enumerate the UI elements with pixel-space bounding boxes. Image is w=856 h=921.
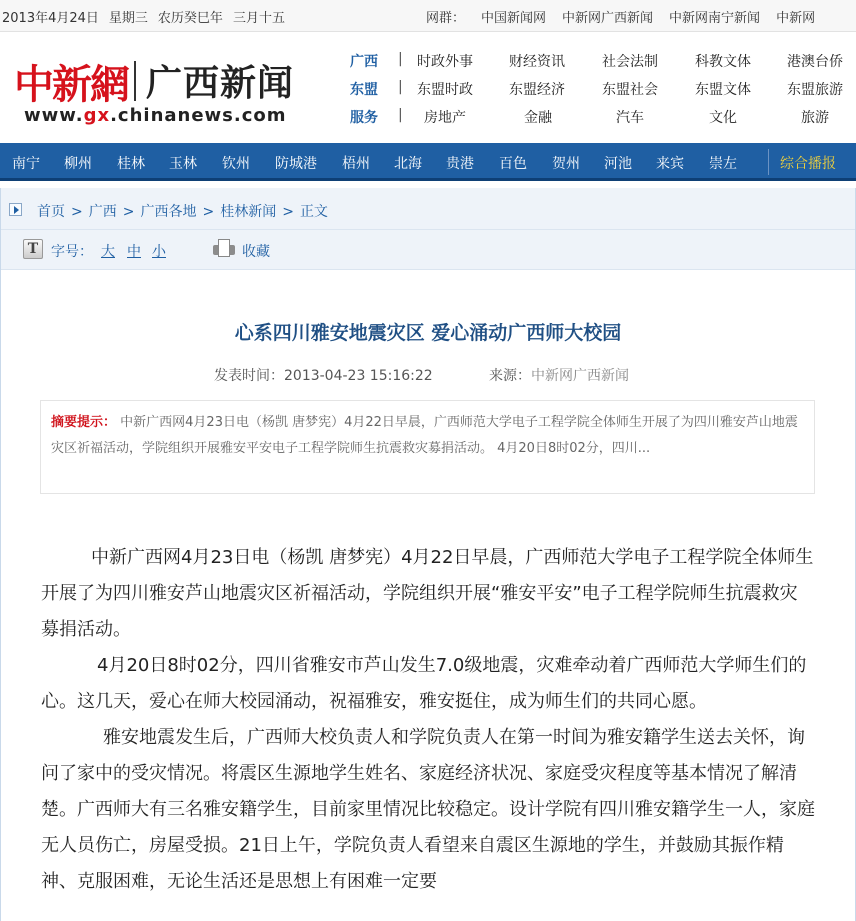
source-value[interactable]: 中新网广西新闻 <box>531 368 629 384</box>
article-paragraph: 4月20日8时02分，四川省雅安市芦山发生7.0级地震，灾难牵动着广西师范大学师生们的心。这几天，爱心在师大校园涌动，祝福雅安，雅安挺住，成为师生们的共同心愿。 <box>41 655 807 712</box>
category-label[interactable]: 服务 <box>350 110 378 126</box>
category-item[interactable]: 汽车 <box>616 110 644 126</box>
network-links <box>426 7 831 26</box>
logo-site-name: 广西新闻 <box>146 63 295 104</box>
city-link[interactable]: 玉林 <box>169 156 197 172</box>
breadcrumb-guilin[interactable]: 桂林新闻 <box>220 204 277 220</box>
category-label[interactable]: 东盟 <box>350 82 378 98</box>
font-size-icon: T <box>23 239 43 259</box>
summary-text: 中新广西网4月23日电（杨凯 唐梦宪）4月22日早晨，广西师范大学电子工程学院全体师生开展了为四川雅安芦山地震灾区祈福活动，学院组织开展雅安平安电子工程学院师生抗震救灾募捐活动。 4月20日8时02分，四川... <box>51 415 798 456</box>
category-item[interactable]: 社会法制 <box>602 54 658 70</box>
favorite-icon[interactable] <box>213 239 235 259</box>
weekday-text: 星期三 <box>108 11 148 26</box>
network-link-guangxi[interactable]: 中新网广西新闻 <box>562 11 654 26</box>
nav-divider <box>768 149 769 175</box>
category-item[interactable]: 东盟社会 <box>602 82 658 98</box>
breadcrumb-regions[interactable]: 广西各地 <box>140 204 197 220</box>
publish-value: 2013-04-23 15:16:22 <box>284 368 433 384</box>
category-item[interactable]: 港澳台侨 <box>787 54 843 70</box>
category-separator: | <box>398 107 403 123</box>
network-link-chinanews[interactable]: 中国新闻网 <box>481 11 547 26</box>
breadcrumb-separator: > <box>71 204 83 220</box>
category-item[interactable]: 科教文体 <box>695 54 751 70</box>
city-link[interactable]: 贵港 <box>446 156 474 172</box>
breadcrumb-separator: > <box>202 204 215 220</box>
font-size-medium[interactable]: 中 <box>127 244 141 260</box>
category-item[interactable]: 金融 <box>524 110 552 126</box>
category-item[interactable]: 旅游 <box>801 110 829 126</box>
network-link-more[interactable]: 中新网 <box>776 11 816 26</box>
article-paragraph: 雅安地震发生后，广西师大校负责人和学院负责人在第一时间为雅安籍学生送去关怀，询问了家中的受灾情况。将震区生源地学生姓名、家庭经济状况、家庭受灾程度等基本情况了解清楚。广西师大有三名雅安籍学生，目前家里情况比较稳定。设计学院有四川雅安籍学生一人，家庭无人员伤亡，房屋受损。21日上午，学院负责人看望来自震区生源地的学生，并鼓励其振作精神、克服困难，无论生活还是思想上有困难一定要 <box>41 727 815 892</box>
category-separator: | <box>398 79 403 95</box>
breadcrumb-current: 正文 <box>299 204 328 220</box>
article-summary <box>40 400 815 494</box>
article-paragraph: 中新广西网4月23日电（杨凯 唐梦宪）4月22日早晨，广西师范大学电子工程学院全体师生开展了为四川雅安芦山地震灾区祈福活动，学院组织开展“雅安平安”电子工程学院师生抗震救灾募捐活动。 <box>41 547 814 640</box>
logo-divider <box>134 61 136 101</box>
date-info <box>2 7 295 26</box>
lunar-year-text: 农历癸巳年 <box>157 11 223 26</box>
logo-brand: 中新網 <box>14 61 128 108</box>
breadcrumb-trail <box>37 201 328 221</box>
city-nav <box>0 143 856 181</box>
url-highlight: gx <box>83 105 111 126</box>
font-size-label: 字号： <box>51 244 93 260</box>
category-item[interactable]: 东盟时政 <box>417 82 473 98</box>
site-logo[interactable] <box>14 53 314 133</box>
network-link-nanning[interactable]: 中新网南宁新闻 <box>669 11 761 26</box>
article-toolbar <box>1 230 855 270</box>
article-source <box>489 365 629 385</box>
breadcrumb-separator: > <box>122 204 135 220</box>
category-separator: | <box>398 51 403 67</box>
font-size-small[interactable]: 小 <box>152 244 166 260</box>
city-link[interactable]: 河池 <box>604 156 632 172</box>
city-link[interactable]: 来宾 <box>656 156 684 172</box>
top-info-bar <box>0 0 856 32</box>
category-item[interactable]: 房地产 <box>424 110 466 126</box>
city-link[interactable]: 柳州 <box>64 156 92 172</box>
font-size-large[interactable]: 大 <box>101 244 115 260</box>
category-label[interactable]: 广西 <box>350 54 378 70</box>
highlight-link[interactable]: 综合播报 <box>780 156 836 172</box>
category-item[interactable]: 东盟经济 <box>509 82 565 98</box>
category-item[interactable]: 东盟文体 <box>695 82 751 98</box>
publish-label: 发表时间： <box>214 368 284 384</box>
date-text: 2013年4月24日 <box>2 11 99 26</box>
city-link[interactable]: 梧州 <box>342 156 370 172</box>
category-row-service <box>344 103 856 131</box>
category-item[interactable]: 文化 <box>709 110 737 126</box>
city-link[interactable]: 贺州 <box>552 156 580 172</box>
article-panel <box>0 188 856 921</box>
city-link[interactable]: 南宁 <box>12 156 40 172</box>
city-link[interactable]: 崇左 <box>709 156 737 172</box>
url-suffix: .chinanews.com <box>110 105 287 126</box>
article-title: 心系四川雅安地震灾区 爱心涌动广西师大校园 <box>234 322 622 344</box>
city-link[interactable]: 北海 <box>394 156 422 172</box>
category-item[interactable]: 东盟旅游 <box>787 82 843 98</box>
lunar-day-text: 三月十五 <box>232 11 285 26</box>
favorite-link[interactable]: 收藏 <box>242 244 270 260</box>
breadcrumb-arrow-icon <box>9 203 22 216</box>
url-prefix: www. <box>24 105 84 126</box>
category-item[interactable]: 财经资讯 <box>509 54 565 70</box>
category-item[interactable]: 时政外事 <box>417 54 473 70</box>
category-row-asean <box>344 75 856 103</box>
breadcrumb-home[interactable]: 首页 <box>37 204 65 220</box>
city-link[interactable]: 钦州 <box>222 156 250 172</box>
breadcrumb-separator: > <box>282 204 294 220</box>
article-body <box>41 540 815 900</box>
city-link[interactable]: 百色 <box>499 156 527 172</box>
category-row-guangxi <box>344 47 856 75</box>
category-nav <box>344 47 856 131</box>
source-label: 来源： <box>489 368 531 384</box>
network-label: 网群： <box>426 11 466 26</box>
summary-label: 摘要提示： <box>51 415 117 430</box>
breadcrumb-guangxi[interactable]: 广西 <box>88 204 117 220</box>
site-header <box>0 33 856 143</box>
city-link[interactable]: 桂林 <box>117 156 145 172</box>
logo-url <box>24 105 287 126</box>
city-link[interactable]: 防城港 <box>275 156 317 172</box>
breadcrumb <box>1 188 855 230</box>
publish-time <box>214 365 433 385</box>
